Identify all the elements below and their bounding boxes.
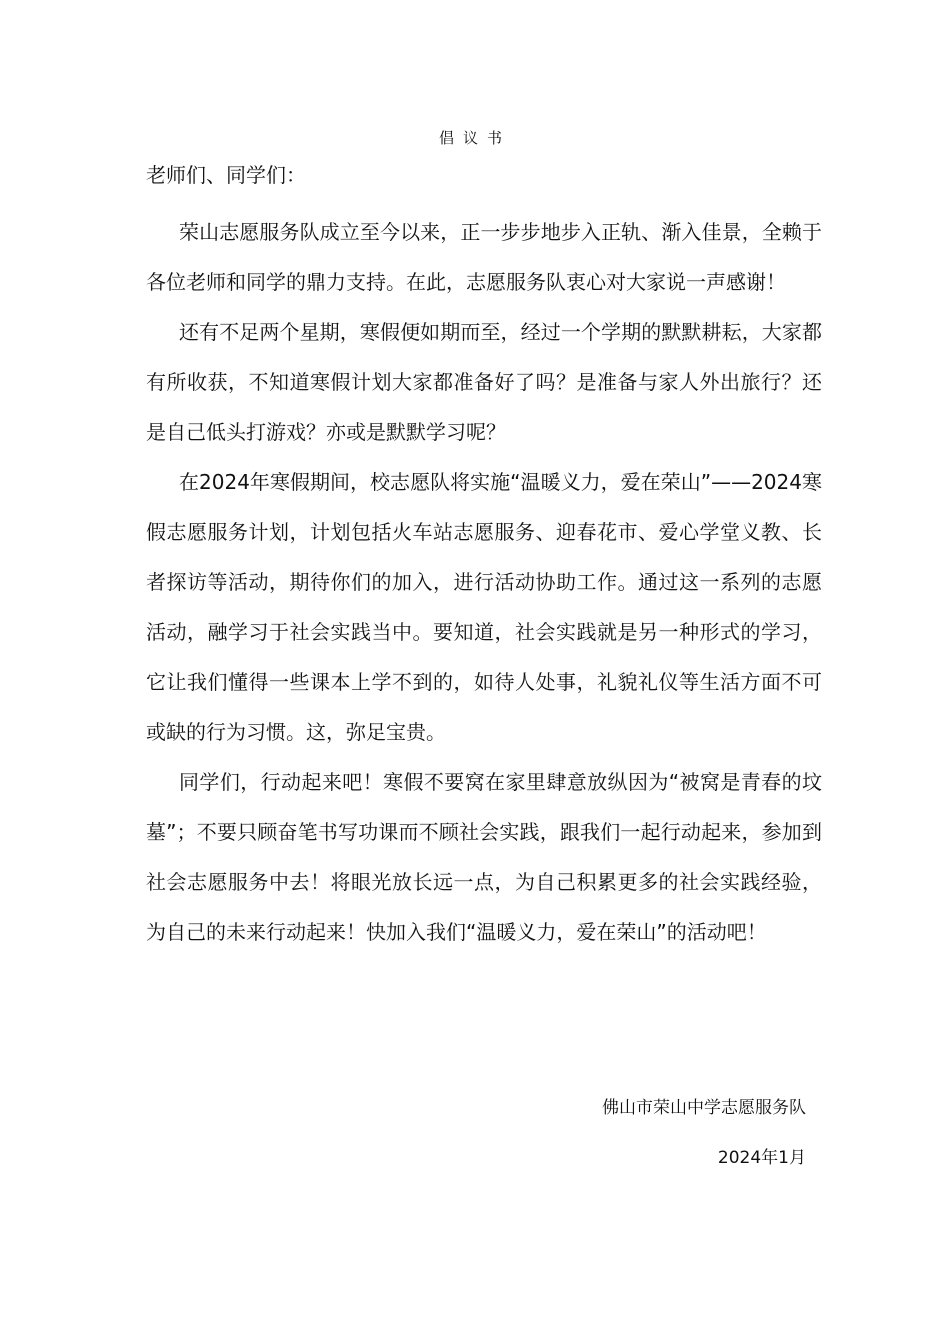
document-date: 2024年1月 [717,1148,806,1168]
paragraph-thanks: 荣山志愿服务队成立至今以来，正一步步地步入正轨、渐入佳景，全赖于各位老师和同学的鼎力支持。在此，志愿服务队衷心对大家说一声感谢！ [146,220,822,294]
paragraph-winter-break: 还有不足两个星期，寒假便如期而至，经过一个学期的默默耕耘，大家都有所收获，不知道寒假计划大家都准备好了吗？是准备与家人外出旅行？还是自己低头打游戏？亦或是默默学习呢？ [146,320,822,444]
salutation: 老师们、同学们： [146,163,306,187]
signature: 佛山市荣山中学志愿服务队 [602,1098,806,1118]
document-body [146,207,822,957]
paragraph-call-to-action: 同学们，行动起来吧！寒假不要窝在家里肆意放纵因为“被窝是青春的坟墓”；不要只顾奋笔书写功课而不顾社会实践，跟我们一起行动起来，参加到社会志愿服务中去！将眼光放长远一点，为自己积累更多的社会实践经验，为自己的未来行动起来！快加入我们“温暖义力，爱在荣山”的活动吧！ [146,770,822,944]
paragraph-volunteer-plan: 在2024年寒假期间，校志愿队将实施“温暖义力，爱在荣山”——2024寒假志愿服务计划，计划包括火车站志愿服务、迎春花市、爱心学堂义教、长者探访等活动，期待你们的加入，进行活动协助工作。通过这一系列的志愿活动，融学习于社会实践当中。要知道，社会实践就是另一种形式的学习，它让我们懂得一些课本上学不到的，如待人处事，礼貌礼仪等生活方面不可或缺的行为习惯。这，弥足宝贵。 [146,470,822,744]
document-title: 倡议书 [438,129,511,147]
